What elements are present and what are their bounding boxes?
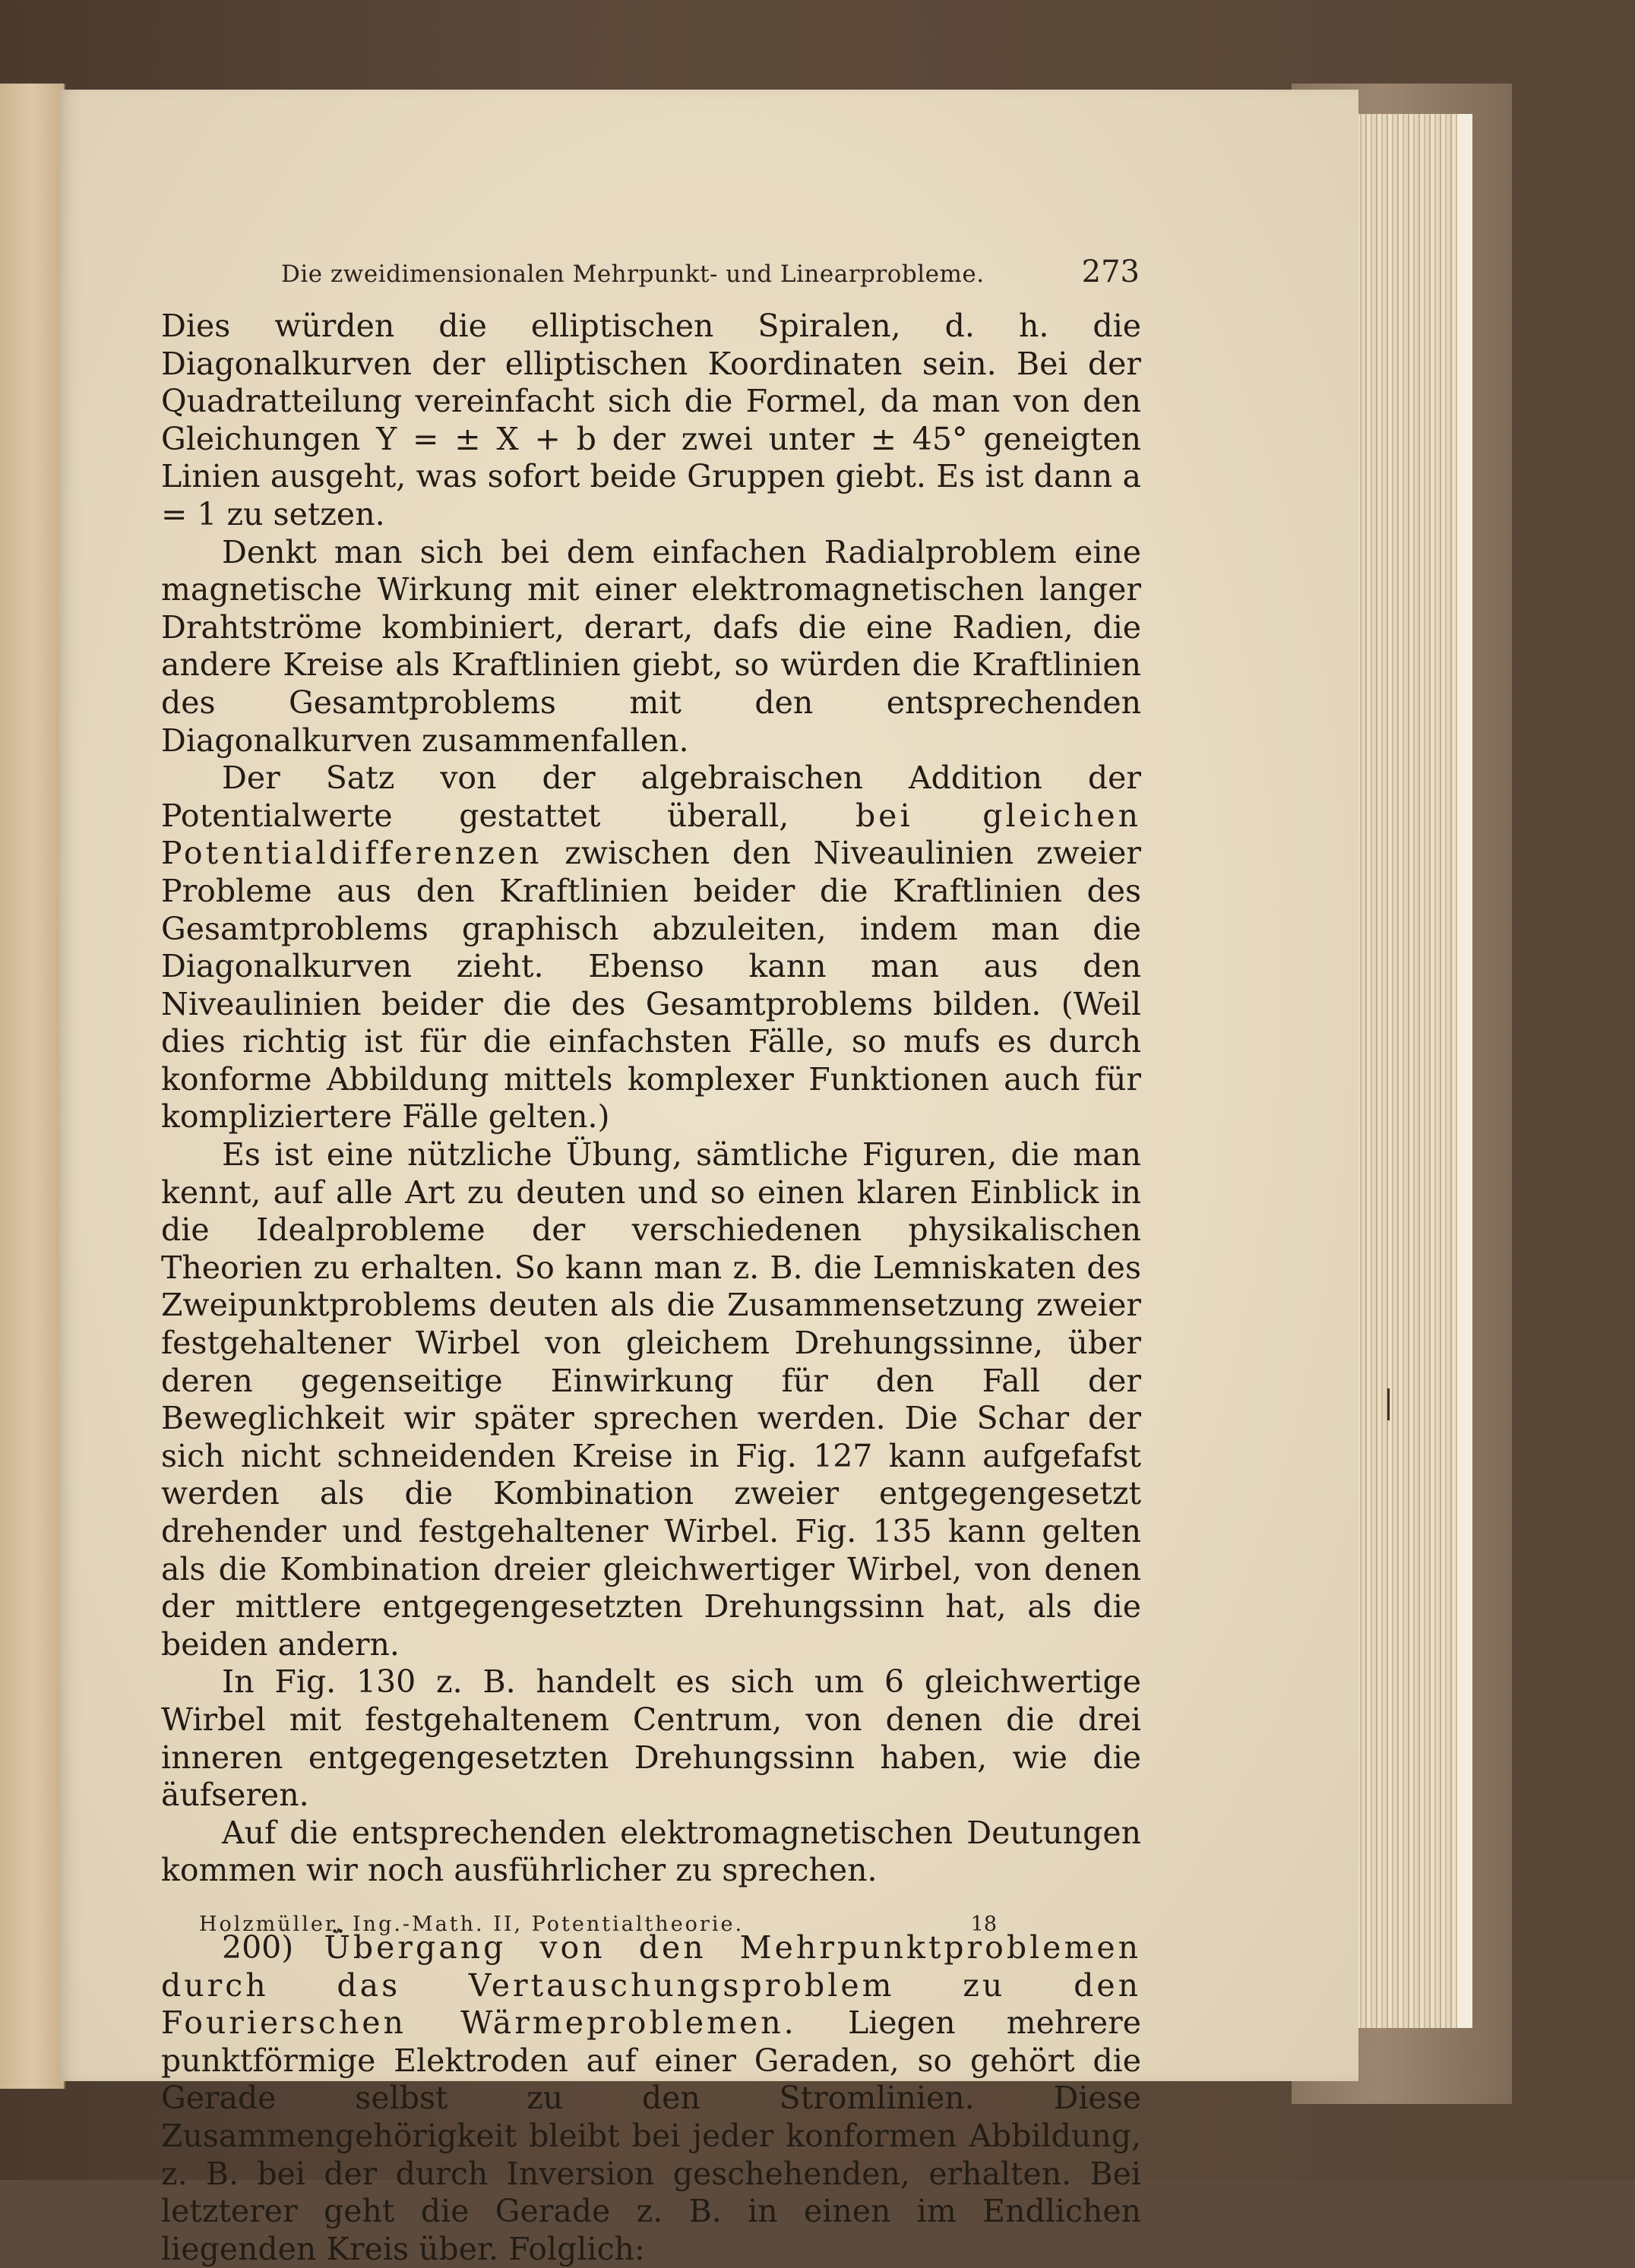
- section-text: Liegen mehrere punktförmige Elektroden auf einer Geraden, so gehört die Gerade selbst zu den Stromlinien. Diese Zusammengehörigkeit bleibt bei jeder konformen Abbildung, z. B. bei der durch Inversion geschehenden, erhalten. Bei letzterer geht die Gerade z. B. in einen im Endlichen liegenden Kreis über. Folglich:: [161, 2004, 1141, 2267]
- paragraph-5: In Fig. 130 z. B. handelt es sich um 6 gleichwertige Wirbel mit festgehaltenem Centrum, von denen die drei inneren entgegengesetzten Drehungssinn haben, wie die äufseren.: [161, 1663, 1141, 1814]
- paragraph-3: [161, 760, 1141, 1136]
- emphasis-spaced: bei gleichen Potentialdifferenzen: [161, 797, 1141, 872]
- running-title: Die zweidimensionalen Mehrpunkt- und Linearprobleme.: [281, 261, 985, 288]
- footer-author-line: Holzmüller, Ing.-Math. II, Potentialtheorie.: [199, 1913, 745, 1936]
- signature-mark: 18: [970, 1913, 997, 1936]
- page-header: [281, 254, 1140, 289]
- paragraph-3-start: Der Satz von der algebraischen Addition der Potentialwerte gestattet überall,: [161, 760, 1141, 834]
- facing-page-edge: [0, 84, 65, 2089]
- page-number: 273: [1081, 254, 1140, 289]
- paragraph-3-rest: zwischen den Niveaulinien zweier Probleme aus den Kraftlinien beider die Kraftlinien des Gesamtproblems graphisch abzuleiten, indem man die Diagonalkurven zieht. Ebenso kann man aus den Niveaulinien beider die des Gesamtproblems bilden. (Weil dies richtig ist für die einfachsten Fälle, so mufs es durch konforme Abbildung mittels komplexer Funktionen auch für kompliziertere Fälle gelten.): [161, 835, 1141, 1136]
- paragraph-4: Es ist eine nützliche Übung, sämtliche Figuren, die man kennt, auf alle Art zu deuten und so einen klaren Einblick in die Idealprobleme der verschiedenen physikalischen Theorien zu erhalten. So kann man z. B. die Lemniskaten des Zweipunktproblems deuten als die Zusammensetzung zweier festgehaltener Wirbel von gleichem Drehungssinne, über deren gegenseitige Einwirkung für den Fall der Beweglichkeit wir später sprechen werden. Die Schar der sich nicht schneidenden Kreise in Fig. 127 kann aufgefafst werden als die Kombination zweier entgegengesetzt drehender und festgehaltener Wirbel. Fig. 135 kann gelten als die Kombination dreier gleichwertiger Wirbel, von denen der mittlere entgegengesetzten Drehungssinn hat, als die beiden andern.: [161, 1136, 1141, 1663]
- section-200: [161, 1929, 1141, 2268]
- section-number: 200): [222, 1928, 294, 1966]
- paragraph-1: Dies würden die elliptischen Spiralen, d. h. die Diagonalkurven der elliptischen Koordinaten sein. Bei der Quadratteilung vereinfacht sich die Formel, da man von den Gleichungen Y = ± X + b der zwei unter ± 45° geneigten Linien ausgeht, was sofort beide Gruppen giebt. Es ist dann a = 1 zu setzen.: [161, 308, 1141, 532]
- body-text: [161, 308, 1141, 2268]
- paragraph-6: Auf die entsprechenden elektromagnetischen Deutungen kommen wir noch ausführlicher zu sprechen.: [161, 1814, 1141, 1889]
- section-title: Übergang von den Mehrpunktproblemen durch das Vertauschungsproblem zu den Fourierschen Wärmeproblemen.: [161, 1928, 1141, 2042]
- page-block-edges: [1351, 114, 1457, 2028]
- paragraph-2: Denkt man sich bei dem einfachen Radialproblem eine magnetische Wirkung mit einer elektromagnetischen langer Drahtströme kombiniert, derart, dafs die eine Radien, die andere Kreise als Kraftlinien giebt, so würden die Kraftlinien des Gesamtproblems mit den entsprechenden Diagonalkurven zusammenfallen.: [161, 533, 1141, 759]
- page-footer: [199, 1913, 997, 1936]
- page-block-edge-highlight: [1457, 114, 1472, 2028]
- edge-mark: [1387, 1388, 1390, 1420]
